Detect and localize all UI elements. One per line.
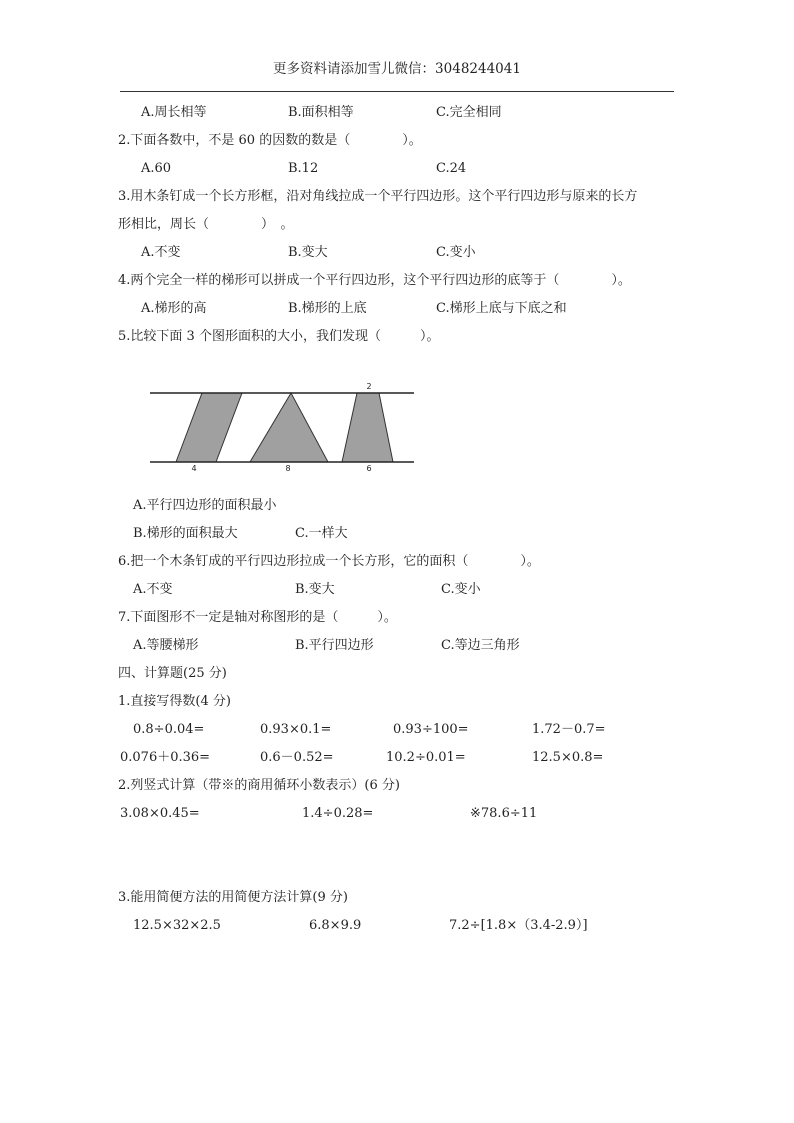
- q2-option-c: C.24: [436, 161, 467, 176]
- q2-stem: 2.下面各数中，不是 60 的因数的数是（ ）。: [118, 133, 422, 148]
- subsection-3-title: 3.能用简便方法的用简便方法计算(9 分): [118, 890, 348, 905]
- q2-option-b: B.12: [288, 161, 319, 176]
- subsection-1-title: 1.直接写得数(4 分): [118, 694, 231, 709]
- q1-option-a: A.周长相等: [141, 105, 207, 120]
- q3-stem-line1: 3.用木条钉成一个长方形框，沿对角线拉成一个平行四边形。这个平行四边形与原来的长方: [118, 189, 638, 204]
- q3-stem-line2: 形相比，周长（ ） 。: [118, 217, 294, 232]
- parallelogram-base-label: 4: [191, 464, 197, 473]
- q7-stem: 7.下面图形不一定是轴对称图形的是（ ）。: [118, 610, 397, 625]
- q1-option-c: C.完全相同: [436, 105, 502, 120]
- vertical-calc-item: ※78.6÷11: [470, 806, 538, 821]
- calc-item: 0.8÷0.04=: [133, 722, 205, 737]
- simplify-calc-item: 6.8×9.9: [309, 918, 362, 933]
- trapezoid-top-label: 2: [366, 382, 372, 391]
- calc-item: 0.93÷100=: [393, 722, 469, 737]
- q3-option-c: C.变小: [436, 245, 476, 260]
- vertical-calc-item: 3.08×0.45=: [120, 806, 200, 821]
- calc-item: 0.6－0.52=: [260, 750, 334, 765]
- header-rule: [120, 91, 674, 92]
- page-header: 更多资料请添加雪儿微信：3048244041: [273, 61, 521, 77]
- q5-option-b: B.梯形的面积最大: [133, 526, 238, 541]
- vertical-calc-item: 1.4÷0.28=: [302, 806, 374, 821]
- q5-option-a: A.平行四边形的面积最小: [133, 498, 277, 513]
- q6-option-c: C.变小: [441, 582, 481, 597]
- q7-option-b: B.平行四边形: [295, 638, 374, 653]
- calc-item: 12.5×0.8=: [532, 750, 604, 765]
- calc-item: 0.076＋0.36=: [120, 750, 211, 765]
- calc-item: 10.2÷0.01=: [386, 750, 466, 765]
- q5-stem: 5.比较下面 3 个图形面积的大小，我们发现（ ）。: [118, 329, 440, 344]
- q6-option-a: A.不变: [133, 582, 173, 597]
- trapezoid-base-label: 6: [366, 464, 372, 473]
- q5-shapes-figure: [148, 378, 416, 474]
- triangle-shape: [250, 393, 328, 462]
- calc-item: 1.72－0.7=: [532, 722, 606, 737]
- subsection-2-title: 2.列竖式计算（带※的商用循环小数表示）(6 分): [118, 778, 400, 793]
- q4-option-b: B.梯形的上底: [288, 301, 367, 316]
- q5-option-c: C.一样大: [295, 526, 348, 541]
- q2-option-a: A.60: [141, 161, 172, 176]
- q4-stem: 4.两个完全一样的梯形可以拼成一个平行四边形，这个平行四边形的底等于（ ）。: [118, 273, 631, 288]
- q6-option-b: B.变大: [295, 582, 335, 597]
- q7-option-a: A.等腰梯形: [133, 638, 199, 653]
- q3-option-b: B.变大: [288, 245, 328, 260]
- q3-option-a: A.不变: [141, 245, 181, 260]
- triangle-base-label: 8: [285, 464, 291, 473]
- q4-option-a: A.梯形的高: [141, 301, 207, 316]
- simplify-calc-item: 12.5×32×2.5: [133, 918, 221, 933]
- simplify-calc-item: 7.2÷[1.8×（3.4-2.9）]: [449, 918, 588, 933]
- q4-option-c: C.梯形上底与下底之和: [436, 301, 567, 316]
- parallelogram-shape: [176, 393, 242, 462]
- q6-stem: 6.把一个木条钉成的平行四边形拉成一个长方形，它的面积（ ）。: [118, 554, 540, 569]
- calc-item: 0.93×0.1=: [260, 722, 332, 737]
- trapezoid-shape: [342, 393, 393, 462]
- section-4-title: 四、计算题(25 分): [118, 666, 227, 681]
- q1-option-b: B.面积相等: [288, 105, 354, 120]
- q7-option-c: C.等边三角形: [441, 638, 520, 653]
